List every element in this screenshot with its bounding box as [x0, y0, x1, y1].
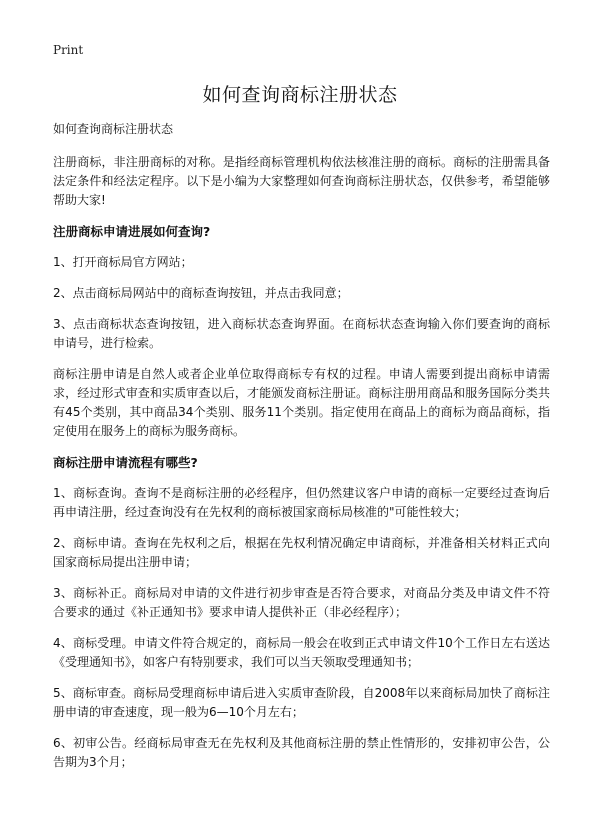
query-step: 1、打开商标局官方网站； [53, 255, 193, 269]
article-body [53, 120, 550, 784]
query-step: 2、点击商标局网站中的商标查询按钮，并点击我同意； [53, 286, 349, 300]
process-step: 6、初审公告。经商标局审查无在先权利及其他商标注册的禁止性情形的，安排初审公告，公告期为3个月； [53, 736, 550, 769]
query-step: 3、点击商标状态查询按钮，进入商标状态查询界面。在商标状态查询输入你们要查询的商标申请号，进行检索。 [53, 317, 550, 350]
page-title: 如何查询商标注册状态 [202, 84, 398, 106]
process-step: 5、商标审查。商标局受理商标申请后进入实质审查阶段，自2008年以来商标局加快了商标注册申请的审查速度，现一般为6—10个月左右； [53, 686, 550, 719]
process-step: 1、商标查询。查询不是商标注册的必经程序，但仍然建议客户申请的商标一定要经过查询后再申请注册，经过查询没有在先权利的商标被国家商标局核准的"可能性较大； [53, 486, 550, 519]
process-step: 2、商标申请。查询在先权利之后，根据在先权利情况确定申请商标，并准备相关材料正式向国家商标局提出注册申请； [53, 536, 550, 569]
process-step: 4、商标受理。申请文件符合规定的，商标局一般会在收到正式申请文件10个工作日左右送达《受理通知书》，如客户有特别要求，我们可以当天领取受理通知书； [53, 636, 550, 669]
explanation-paragraph: 商标注册申请是自然人或者企业单位取得商标专有权的过程。申请人需要到提出商标申请需求，经过形式审查和实质审查以后，才能颁发商标注册证。商标注册用商品和服务国际分类共有45个类别，其中商品34个类别、服务11个类别。指定使用在商品上的商标为商品商标，指定使用在服务上的商标为服务商标。 [53, 367, 550, 438]
print-link[interactable]: Print [53, 43, 84, 57]
intro-paragraph: 注册商标，非注册商标的对称。是指经商标管理机构依法核准注册的商标。商标的注册需具备法定条件和经法定程序。以下是小编为大家整理如何查询商标注册状态，仅供参考，希望能够帮助大家! [53, 155, 550, 207]
article-subtitle: 如何查询商标注册状态 [53, 122, 174, 136]
section-heading-query: 注册商标申请进展如何查询? [53, 224, 211, 239]
process-step: 3、商标补正。商标局对申请的文件进行初步审查是否符合要求，对商品分类及申请文件不符合要求的通过《补正通知书》要求申请人提供补正（非必经程序）； [53, 586, 550, 619]
section-heading-process: 商标注册申请流程有哪些? [53, 455, 198, 470]
